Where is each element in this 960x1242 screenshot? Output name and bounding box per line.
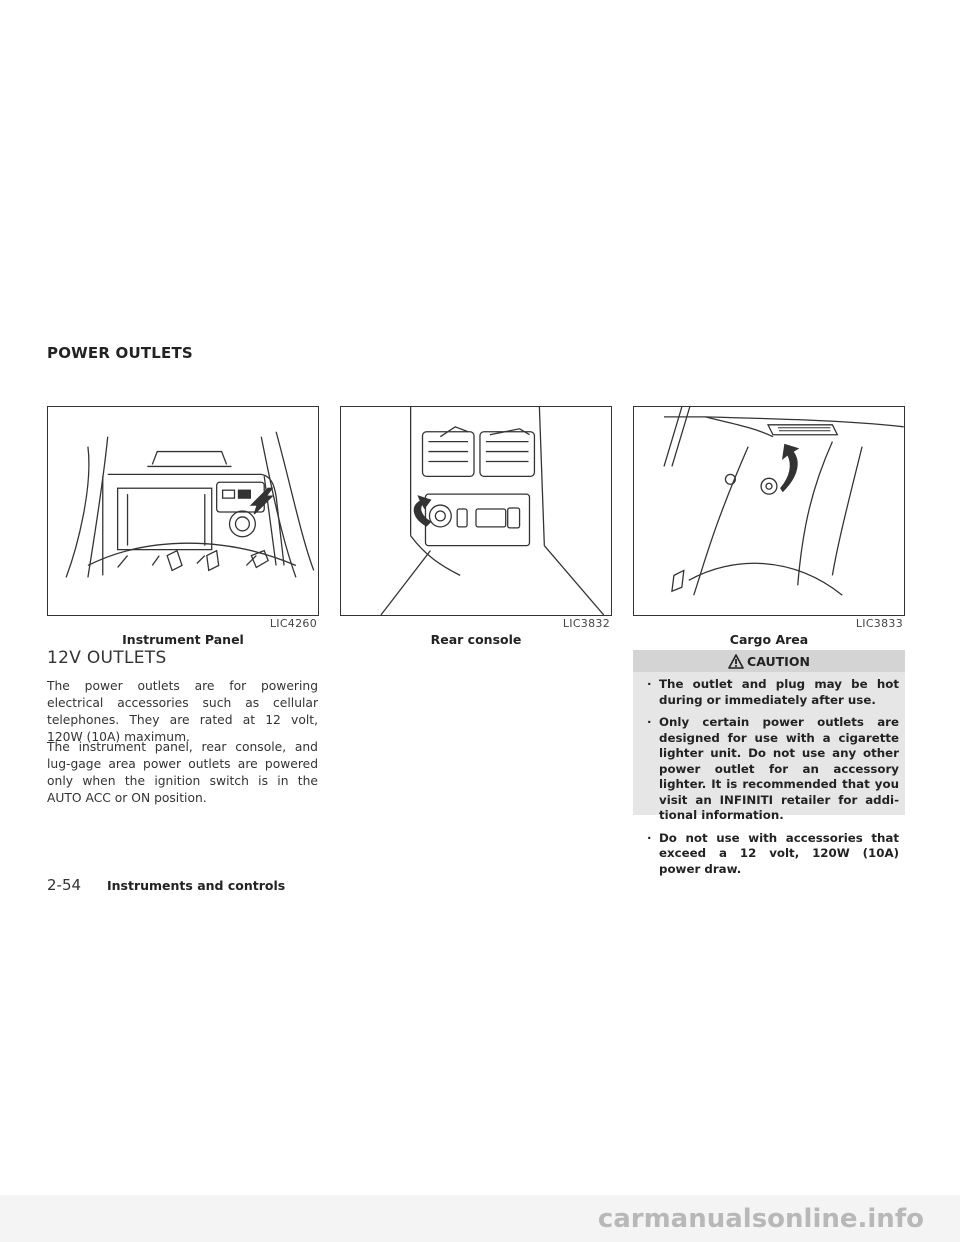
caution-box [633,650,905,876]
instrument-panel-illustration [48,407,318,615]
figure-code: LIC3833 [855,617,903,630]
figure-caption: Instrument Panel [122,632,244,647]
paragraph: The instrument panel, rear console, and lug-gage area power outlets are powered only when the ignition switch is in the AUTO ACC or ON position. [47,740,318,805]
figure-code: LIC4260 [269,617,317,630]
figure-caption: Rear console [430,632,522,647]
figure-rear-console [340,406,612,616]
caution-item: · The outlet and plug may be hot during or immediately after use. [647,677,899,708]
caution-header [633,650,905,672]
caution-list [633,672,905,877]
caution-title: CAUTION [747,653,810,669]
warning-icon [728,654,744,669]
section-title: POWER OUTLETS [47,344,193,362]
chapter-title: Instruments and controls [107,878,286,893]
paragraph: The power outlets are for powering electrical accessories such as cellular telephones. They are rated at 12 volt, 120W (10A) maximum. [47,679,318,744]
page-number: 2-54 [47,876,82,894]
caution-item: · Do not use with accessories that exceed a 12 volt, 120W (10A) power draw. [647,831,899,878]
figure-cargo-area [633,406,905,616]
figure-instrument-panel [47,406,319,616]
rear-console-illustration [341,407,611,615]
figure-caption: Cargo Area [729,632,809,647]
cargo-area-illustration [634,407,904,615]
subsection-title: 12V OUTLETS [47,648,167,668]
figure-code: LIC3832 [562,617,610,630]
watermark: carmanualsonline.info [0,1195,960,1242]
caution-item: · Only certain power outlets are designed for use with a cigarette lighter unit. Do not use any other power outlet for an accessory lighter. It is recommended that you visit an INFINITI retailer for addi-tional information. [647,715,899,824]
